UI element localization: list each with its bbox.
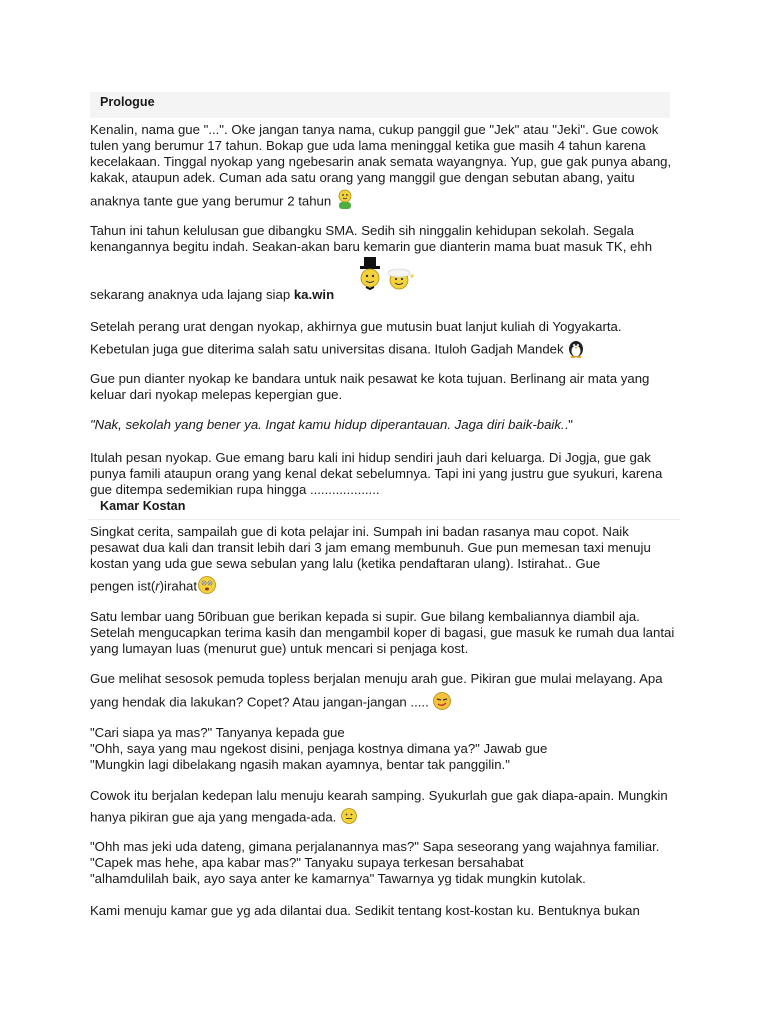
smile-emoticon-icon (340, 807, 358, 829)
paragraph-line: Tahun ini tahun kelulusan gue dibangku SMA. Sedih sih ninggalin kehidupan sekolah. Segala (90, 223, 635, 238)
dialog-line: "Capek mas hehe, apa kabar mas?" Tanyaku supaya terkesan bersahabat (90, 855, 524, 870)
paragraph-line: pesawat dua kali dan transit lebih dari 3 jam emang membunuh. Gue pun memesan taxi menuju (90, 540, 651, 555)
dialog-line: "Ohh, saya yang mau ngekost disini, penjaga kostnya dimana ya?" Jawab gue (90, 741, 548, 756)
paragraph-line (90, 575, 686, 599)
penguin-emoticon-icon (567, 338, 585, 362)
paragraph-line: Itulah pesan nyokap. Gue emang baru kali ini hidup sendiri jauh dari keluarga. Di Jogja, gue gak (90, 450, 651, 465)
line-text: anaknya tante gue yang berumur 2 tahun (90, 193, 332, 209)
quote-line (90, 417, 686, 433)
paragraph-line: Gue melihat sesosok pemuda topless berjalan menuju arah gue. Pikiran gue mulai melayang. Apa (90, 671, 663, 686)
paragraph-line: kakak, ataupun adek. Cuman ada satu orang yang manggil gue dengan sebutan abang, yaitu (90, 170, 635, 185)
quote-end: ." (564, 417, 573, 432)
paragraph-line (90, 189, 686, 215)
paragraph-line: Setelah perang urat dengan nyokap, akhirnya gue mutusin buat lanjut kuliah di Yogyakarta. (90, 319, 622, 334)
line-text: yang hendak dia lakukan? Copet? Atau jangan-jangan ..... (90, 694, 429, 710)
italic-r: r (155, 578, 160, 594)
line-text: Kebetulan juga gue diterima salah satu universitas disana. Ituloh Gadjah Mandek (90, 341, 564, 357)
paragraph-line: Cowok itu berjalan kedepan lalu menuju kearah samping. Syukurlah gue gak diapa-apain. Mungkin (90, 788, 668, 803)
paragraph-line: keluar dari nyokap melepas kepergian gue. (90, 387, 343, 402)
paragraph-line: Kenalin, nama gue "...". Oke jangan tanya nama, cukup panggil gue "Jek" atau "Jeki". Gue cowok (90, 122, 659, 137)
line-text-b: )irahat (159, 578, 198, 594)
drooling-emoticon-icon (197, 575, 217, 599)
dialog-line: "Cari siapa ya mas?" Tanyanya kepada gue (90, 725, 345, 740)
paragraph-line (90, 807, 686, 829)
paragraph-line (90, 338, 686, 362)
section-heading-kamar-kostan (90, 497, 670, 519)
quote-text: "Nak, sekolah yang bener ya. Ingat kamu hidup diperantauan. Jaga diri baik-baik. (90, 417, 565, 432)
section-divider (88, 519, 680, 521)
paragraph-line: Singkat cerita, sampailah gue di kota pelajar ini. Sumpah ini badan rasanya mau copot. Naik (90, 524, 629, 539)
paragraph-line: Kami menuju kamar gue yg ada dilantai dua. Sedikit tentang kost-kostan ku. Bentuknya bukan (90, 903, 640, 918)
paragraph-line: kecelakaan. Tinggal nyokap yang ngebesarin anak semata wayangnya. Yup, gue gak punya abang, (90, 154, 672, 169)
line-text: hanya pikiran gue aja yang mengada-ada. (90, 809, 337, 825)
heading-text: Prologue (100, 95, 155, 109)
section-heading-prologue (90, 92, 670, 118)
dialog-line: "alhamdulilah baik, ayo saya anter ke kamarnya" Tawarnya yg tidak mungkin kutolak. (90, 871, 586, 886)
paragraph-line: tulen yang berumur 17 tahun. Bokap gue uda lama meninggal ketika gue masih 4 tahun karena (90, 138, 646, 153)
squinting-emoticon-icon (432, 691, 452, 715)
baby-emoticon-icon (335, 189, 355, 215)
line-text: sekarang anaknya uda lajang siap (90, 287, 294, 302)
paragraph-line (90, 691, 686, 715)
line-text-a: pengen ist( (90, 578, 156, 594)
paragraph-line: punya famili ataupun orang yang kenal dekat sebelumnya. Tapi ini yang justru gue syukuri, karena (90, 466, 663, 481)
paragraph-line (90, 287, 686, 303)
paragraph-line: Satu lembar uang 50ribuan gue berikan kepada si supir. Gue bilang kembaliannya diambil aja. (90, 609, 640, 624)
paragraph-line: kostan yang uda gue sewa sebulan yang lalu (ketika pendaftaran ulang). Istirahat.. Gue (90, 556, 601, 571)
paragraph-line: kenangannya begitu indah. Seakan-akan baru kemarin gue dianterin mama buat masuk TK, ehh (90, 239, 653, 254)
paragraph-line: Setelah mengucapkan terima kasih dan mengambil koper di bagasi, gue masuk ke rumah dua lantai (90, 625, 675, 640)
bold-text: ka.win (293, 287, 335, 302)
heading-text: Kamar Kostan (100, 499, 186, 513)
dialog-line: "Mungkin lagi dibelakang ngasih makan ayamnya, bentar tak panggilin." (90, 757, 510, 772)
dialog-line: "Ohh mas jeki uda dateng, gimana perjalanannya mas?" Sapa seseorang yang wajahnya familiar. (90, 839, 660, 854)
paragraph-line: yang lumayan luas (menurut gue) untuk mencari si penjaga kost. (90, 641, 469, 656)
paragraph-line: gue ditempa sedemikian rupa hingga ................... (90, 482, 380, 497)
paragraph-line: Gue pun dianter nyokap ke bandara untuk naik pesawat ke kota tujuan. Berlinang air mata yang (90, 371, 650, 386)
